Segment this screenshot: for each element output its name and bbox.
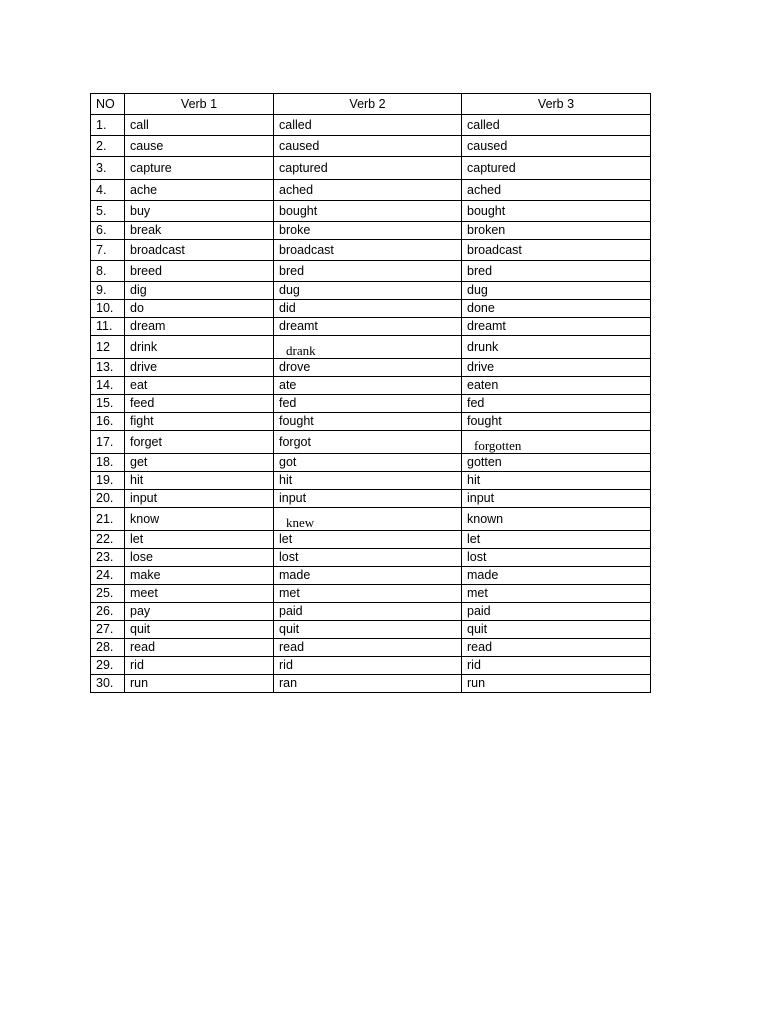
cell-verb-2: captured <box>274 157 462 180</box>
table-row <box>91 431 651 454</box>
header-verb-3: Verb 3 <box>462 94 651 115</box>
cell-verb-3: let <box>462 531 651 549</box>
cell-verb-1: break <box>125 222 274 240</box>
cell-verb-2: rid <box>274 657 462 675</box>
cell-verb-2: knew <box>274 508 462 531</box>
cell-verb-3: dug <box>462 282 651 300</box>
cell-verb-2: let <box>274 531 462 549</box>
table-row <box>91 261 651 282</box>
table-row <box>91 336 651 359</box>
cell-verb-2: quit <box>274 621 462 639</box>
cell-verb-2: fought <box>274 413 462 431</box>
cell-no: 2. <box>91 136 125 157</box>
cell-no: 25. <box>91 585 125 603</box>
table-row <box>91 413 651 431</box>
cell-verb-3: caused <box>462 136 651 157</box>
cell-verb-1: drink <box>125 336 274 359</box>
table-row <box>91 136 651 157</box>
cell-verb-1: capture <box>125 157 274 180</box>
cell-verb-2: broadcast <box>274 240 462 261</box>
cell-verb-1: lose <box>125 549 274 567</box>
cell-verb-2: broke <box>274 222 462 240</box>
cell-verb-2: called <box>274 115 462 136</box>
cell-verb-1: quit <box>125 621 274 639</box>
cell-verb-1: broadcast <box>125 240 274 261</box>
cell-verb-1: read <box>125 639 274 657</box>
cell-no: 3. <box>91 157 125 180</box>
cell-verb-2: ate <box>274 377 462 395</box>
cell-verb-1: rid <box>125 657 274 675</box>
cell-verb-2: lost <box>274 549 462 567</box>
cell-verb-1: hit <box>125 472 274 490</box>
cell-verb-3: captured <box>462 157 651 180</box>
cell-verb-1: fight <box>125 413 274 431</box>
cell-verb-3: dreamt <box>462 318 651 336</box>
cell-verb-1: do <box>125 300 274 318</box>
table-row <box>91 359 651 377</box>
cell-no: 27. <box>91 621 125 639</box>
cell-verb-3: ached <box>462 180 651 201</box>
cell-no: 13. <box>91 359 125 377</box>
cell-verb-3: hit <box>462 472 651 490</box>
table-row <box>91 201 651 222</box>
cell-verb-2: bought <box>274 201 462 222</box>
cell-verb-1: drive <box>125 359 274 377</box>
cell-no: 20. <box>91 490 125 508</box>
cell-verb-2: drove <box>274 359 462 377</box>
cell-verb-2: dreamt <box>274 318 462 336</box>
cell-no: 6. <box>91 222 125 240</box>
cell-verb-1: cause <box>125 136 274 157</box>
cell-verb-2: dug <box>274 282 462 300</box>
cell-verb-3: broadcast <box>462 240 651 261</box>
cell-verb-2: read <box>274 639 462 657</box>
cell-verb-1: pay <box>125 603 274 621</box>
cell-verb-2: bred <box>274 261 462 282</box>
cell-no: 15. <box>91 395 125 413</box>
table-row <box>91 318 651 336</box>
cell-verb-3: called <box>462 115 651 136</box>
cell-verb-2: did <box>274 300 462 318</box>
cell-verb-3: made <box>462 567 651 585</box>
cell-verb-2: ached <box>274 180 462 201</box>
cell-verb-3: forgotten <box>462 431 651 454</box>
cell-verb-2: fed <box>274 395 462 413</box>
table-row <box>91 377 651 395</box>
cell-verb-2: met <box>274 585 462 603</box>
cell-verb-2: drank <box>274 336 462 359</box>
cell-verb-1: eat <box>125 377 274 395</box>
cell-verb-3: broken <box>462 222 651 240</box>
table-row <box>91 675 651 693</box>
table-row <box>91 531 651 549</box>
table-header-row <box>91 94 651 115</box>
cell-no: 18. <box>91 454 125 472</box>
table-row <box>91 603 651 621</box>
cell-no: 5. <box>91 201 125 222</box>
cell-no: 11. <box>91 318 125 336</box>
cell-verb-3: known <box>462 508 651 531</box>
cell-verb-3: drunk <box>462 336 651 359</box>
cell-verb-3: rid <box>462 657 651 675</box>
cell-verb-1: know <box>125 508 274 531</box>
cell-verb-3: paid <box>462 603 651 621</box>
table-row <box>91 508 651 531</box>
table-row <box>91 472 651 490</box>
cell-verb-1: let <box>125 531 274 549</box>
cell-no: 28. <box>91 639 125 657</box>
cell-verb-1: buy <box>125 201 274 222</box>
table-row <box>91 454 651 472</box>
table-row <box>91 222 651 240</box>
cell-no: 9. <box>91 282 125 300</box>
table-row <box>91 657 651 675</box>
cell-no: 21. <box>91 508 125 531</box>
cell-verb-2: input <box>274 490 462 508</box>
cell-verb-1: dig <box>125 282 274 300</box>
cell-no: 30. <box>91 675 125 693</box>
cell-verb-1: breed <box>125 261 274 282</box>
cell-no: 7. <box>91 240 125 261</box>
cell-verb-3: lost <box>462 549 651 567</box>
cell-verb-3: run <box>462 675 651 693</box>
cell-verb-3: met <box>462 585 651 603</box>
cell-no: 17. <box>91 431 125 454</box>
cell-verb-3: quit <box>462 621 651 639</box>
cell-verb-1: feed <box>125 395 274 413</box>
cell-verb-3: fought <box>462 413 651 431</box>
table-row <box>91 490 651 508</box>
header-verb-1: Verb 1 <box>125 94 274 115</box>
cell-verb-3: bred <box>462 261 651 282</box>
cell-verb-3: read <box>462 639 651 657</box>
cell-verb-1: dream <box>125 318 274 336</box>
cell-no: 26. <box>91 603 125 621</box>
cell-verb-1: call <box>125 115 274 136</box>
cell-verb-2: hit <box>274 472 462 490</box>
cell-verb-1: forget <box>125 431 274 454</box>
cell-verb-3: gotten <box>462 454 651 472</box>
cell-no: 19. <box>91 472 125 490</box>
cell-verb-2: got <box>274 454 462 472</box>
table-row <box>91 567 651 585</box>
cell-no: 12 <box>91 336 125 359</box>
cell-verb-2: ran <box>274 675 462 693</box>
cell-no: 23. <box>91 549 125 567</box>
cell-verb-3: bought <box>462 201 651 222</box>
cell-verb-3: fed <box>462 395 651 413</box>
cell-no: 4. <box>91 180 125 201</box>
table-row <box>91 549 651 567</box>
table-row <box>91 282 651 300</box>
cell-verb-1: meet <box>125 585 274 603</box>
header-no: NO <box>91 94 125 115</box>
cell-no: 29. <box>91 657 125 675</box>
cell-verb-2: paid <box>274 603 462 621</box>
table-row <box>91 180 651 201</box>
table-row <box>91 115 651 136</box>
table-row <box>91 240 651 261</box>
cell-verb-3: done <box>462 300 651 318</box>
cell-no: 14. <box>91 377 125 395</box>
table-row <box>91 621 651 639</box>
table-row <box>91 300 651 318</box>
cell-verb-3: drive <box>462 359 651 377</box>
header-verb-2: Verb 2 <box>274 94 462 115</box>
cell-verb-1: make <box>125 567 274 585</box>
cell-no: 16. <box>91 413 125 431</box>
table-row <box>91 157 651 180</box>
cell-verb-1: run <box>125 675 274 693</box>
table-row <box>91 585 651 603</box>
cell-verb-3: input <box>462 490 651 508</box>
cell-verb-2: forgot <box>274 431 462 454</box>
cell-verb-1: get <box>125 454 274 472</box>
verb-table <box>90 93 651 693</box>
cell-no: 22. <box>91 531 125 549</box>
cell-no: 1. <box>91 115 125 136</box>
cell-verb-1: input <box>125 490 274 508</box>
table-row <box>91 639 651 657</box>
cell-verb-2: caused <box>274 136 462 157</box>
cell-verb-2: made <box>274 567 462 585</box>
cell-verb-1: ache <box>125 180 274 201</box>
cell-no: 10. <box>91 300 125 318</box>
cell-no: 8. <box>91 261 125 282</box>
cell-verb-3: eaten <box>462 377 651 395</box>
cell-no: 24. <box>91 567 125 585</box>
table-row <box>91 395 651 413</box>
